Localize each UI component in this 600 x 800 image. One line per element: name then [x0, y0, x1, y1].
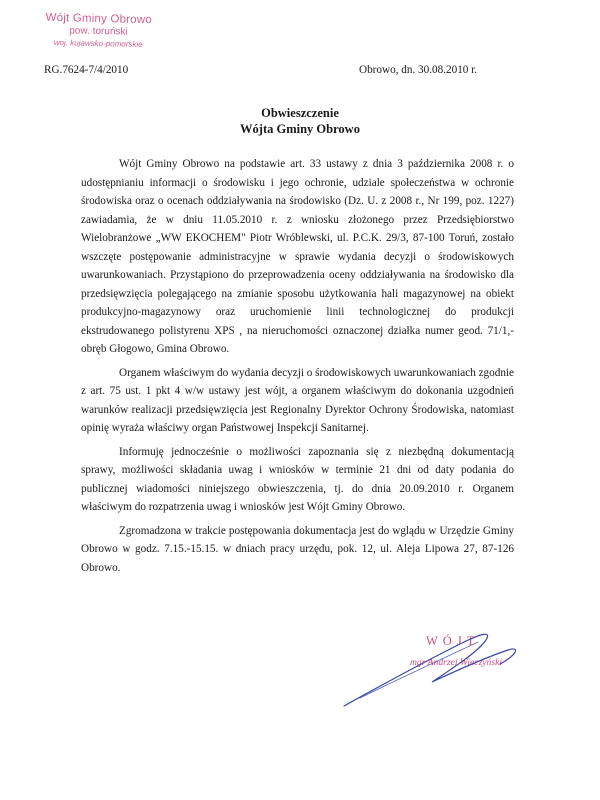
signature-block — [340, 620, 550, 710]
reference-number: RG.7624-7/4/2010 — [44, 64, 129, 76]
signature-stamp-title: WÓJT — [426, 634, 480, 648]
place-and-date: Obrowo, dn. 30.08.2010 r. — [359, 64, 478, 76]
document-subtitle: Wójta Gminy Obrowo — [240, 122, 360, 136]
body-paragraph-4: Zgromadzona w trakcie postępowania dokumentacja jest do wglądu w Urzędzie Gminy Obrowo w godz. 7.15.-15.15. w dniach pracy urzędu, pok. 12, ul. Aleja Lipowa 27, 87-126 Obrowo. — [81, 524, 514, 574]
body-paragraph-2: Organem właściwym do wydania decyzji o środowiskowych uwarunkowaniach zgodnie z art. 75 ust. 1 pkt 4 w/w ustawy jest wójt, a organem właściwym do dokonania uzgodnień warunków realizacji przedsięwzięcia jest Regionalny Dyrektor Ochrony Środowiska, natomiast opinię wyraża właściwy organ Państwowej Inspekcji Sanitarnej. — [81, 366, 514, 434]
office-stamp — [36, 12, 162, 51]
body-paragraph-3: Informuję jednocześnie o możliwości zapoznania się z niezbędną dokumentacją sprawy, możliwości składania uwag i wniosków w terminie 21 dni od daty podania do publicznej wiadomości niniejszego obwieszczenia, tj. do dnia 20.09.2010 r. Organem właściwym do rozpatrzenia uwag i wniosków jest Wójt Gminy Obrowo. — [81, 445, 514, 513]
document-body — [81, 155, 514, 582]
signature-stamp-name: mgr Andrzej Wieczyński — [410, 657, 503, 668]
document-title: Obwieszczenie — [261, 106, 339, 120]
body-paragraph-1: Wójt Gminy Obrowo na podstawie art. 33 ustawy z dnia 3 października 2008 r. o udostępnianiu informacji o środowisku i jego ochronie, udziale społeczeństwa w ochronie środowiska oraz o ocenach oddziaływania na środowisko (Dz. U. z 2008 r., Nr 199, poz. 1227) zawiadamia, że w dniu 11.05.2010 r. z wniosku złożonego przez Przedsiębiorstwo Wielobranżowe „WW EKOCHEM" Piotr Wróblewski, ul. P.C.K. 29/3, 87-100 Toruń, zostało wszczęte postępowanie administracyjne w sprawie wydania decyzji o środowiskowych uwarunkowaniach. Przystąpiono do przeprowadzenia oceny oddziaływania na środowisko dla przedsięwzięcia polegającego na zmianie sposobu użytkowania hali magazynowej na obiekt produkcyjno-magazynowy oraz uruchomienie linii technologicznej do produkcji ekstrudowanego polistyrenu XPS , na nieruchomości oznaczonej działka numer geod. 71/1,- obręb Głogowo, Gmina Obrowo. — [81, 158, 514, 355]
stamp-line-office: Wójt Gminy Obrowo — [45, 11, 153, 27]
stamp-line-voivodeship: woj. kujawsko-pomorskie — [53, 37, 143, 50]
stamp-line-county: pow. toruński — [69, 25, 128, 38]
handwritten-signature-icon — [340, 620, 550, 710]
